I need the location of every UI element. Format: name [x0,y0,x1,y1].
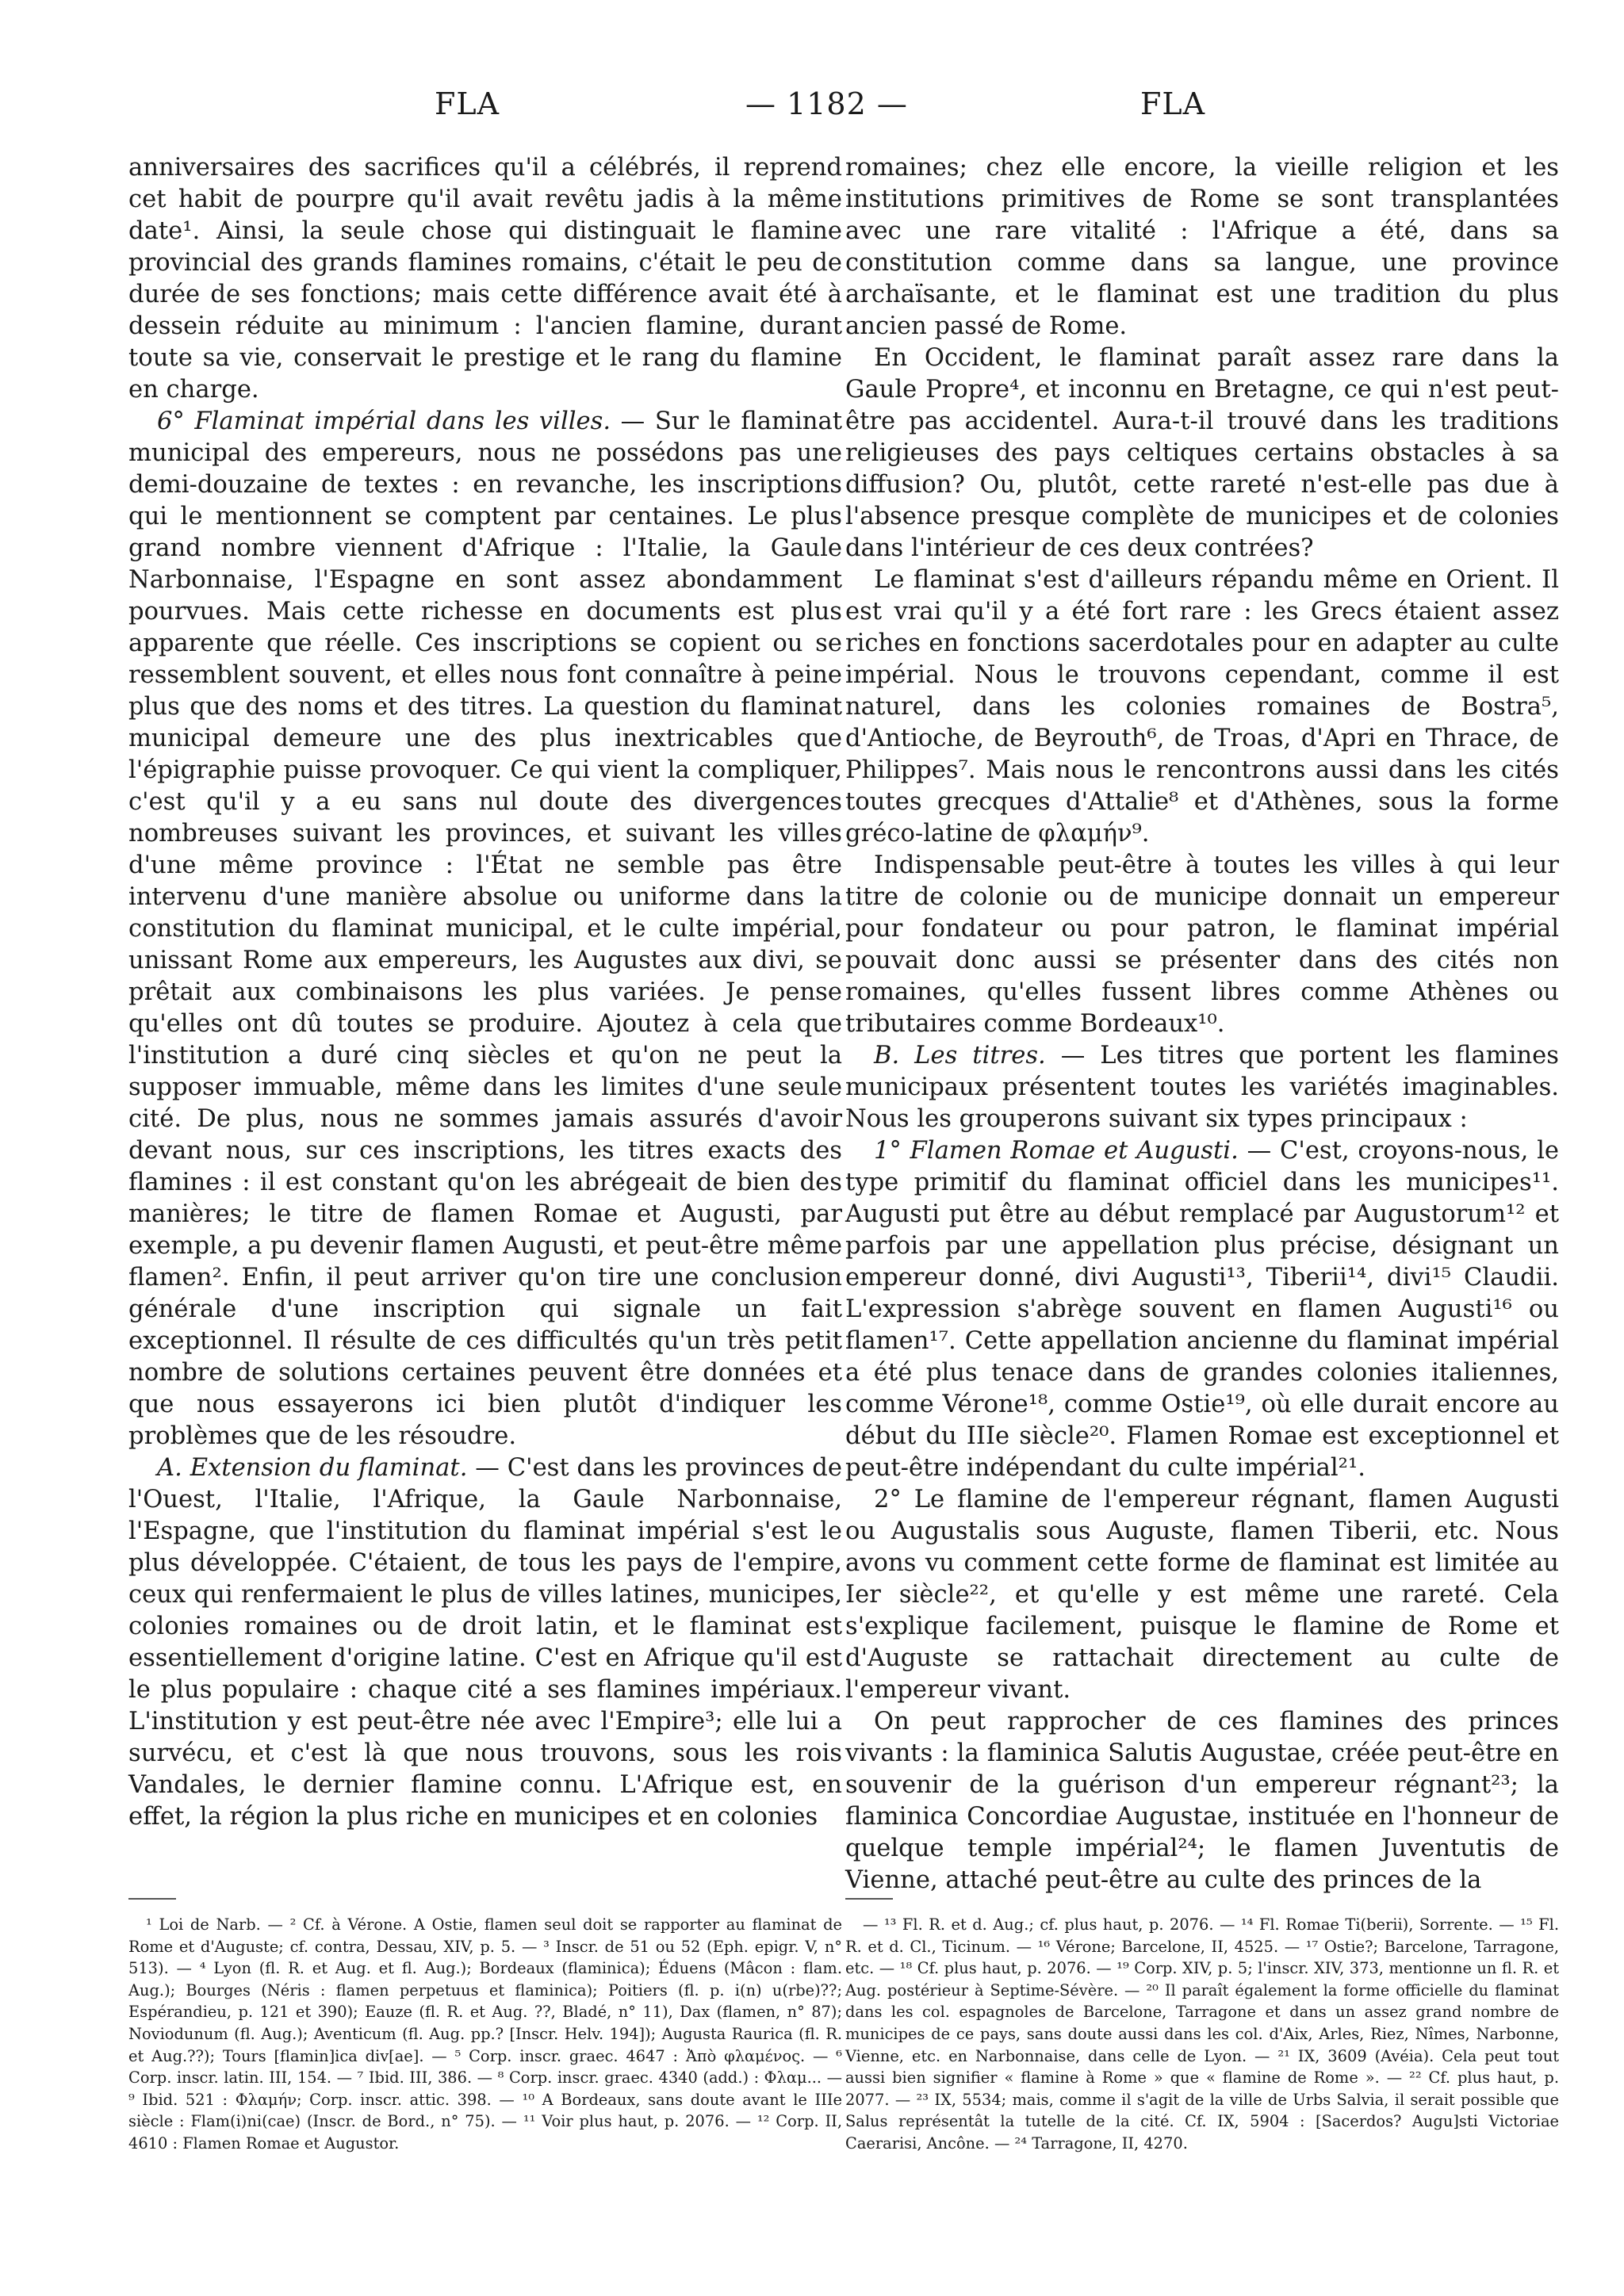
paragraph: 2° Le flamine de l'empereur régnant, flamen Augusti ou Augustalis sous Auguste, flamen Tiberii, etc. Nous avons vu comment cette forme de flaminat est limitée au Ier siècle²², et qu'elle y est même une rareté. Cela s'explique facilement, puisque le flamine de Rome et d'Auguste se rattachait directement au culte de l'empereur vivant. [845,1486,1559,1704]
section-heading: 6° Flaminat impérial dans les villes. [157,408,611,435]
paragraph: On peut rapprocher de ces flamines des princes vivants : la flaminica Salutis Augustae, créée peut-être en souvenir de la guérison d'un empereur régnant²³; la flaminica Concordiae Augustae, instituée en l'honneur de quelque temple impérial²⁴; le flamen Juventutis de Vienne, attaché peut-être au culte des princes de la [845,1708,1559,1894]
section-heading: A. Extension du flaminat. [157,1454,468,1482]
footnotes-left [128,1914,842,2155]
footnote-text: ¹ Loi de Narb. — ² Cf. à Vérone. A Ostie, flamen seul doit se rapporter au flaminat de Rome et d'Auguste; cf. contra, Dessau, XIV, p. 5. — ³ Inscr. de 51 ou 52 (Eph. epigr. V, n° 513). — ⁴ Lyon (fl. R. et Aug. et fl. Aug.); Bordeaux (flaminica); Éduens (Mâcon : flam. Aug.); Bourges (Néris : flamen perpetuus et flaminica); Poitiers (fl. p. i(n) u(rbe)??; Espérandieu, p. 121 et 390); Eauze (fl. R. et Aug. ??, Bladé, n° 11), Dax (flamen, n° 87); Noviodunum (fl. Aug.); Aventicum (fl. Aug. pp.? [Inscr. Helv. 194]); Augusta Raurica (fl. R. et Aug.??); Tours [flamin]ica div[ae]. — ⁵ Corp. inscr. graec. 4647 : Ἀπὸ φλαμένος. — ⁶ Corp. inscr. latin. III, 154. — ⁷ Ibid. III, 386. — ⁸ Corp. inscr. graec. 4340 (add.) : Φλαμ... — ⁹ Ibid. 521 : Φλαμήν; Corp. inscr. attic. 398. — ¹⁰ A Bordeaux, sans doute avant le IIIe siècle : Flam(i)ni(cae) (Inscr. de Bord., n° 75). — ¹¹ Voir plus haut, p. 2076. — ¹² Corp. II, 4610 : Flamen Romae et Augustor. [128,1915,842,2152]
paragraph [845,1040,1559,1135]
paragraph: anniversaires des sacrifices qu'il a célébrés, il reprend cet habit de pourpre qu'il avait revêtu jadis à la même date¹. Ainsi, la seule chose qui distinguait le flamine provincial des grands flamines romains, c'était le peu de durée de ses fonctions; mais cette différence avait été à dessein réduite au minimum : l'ancien flamine, durant toute sa vie, conservait le prestige et le rang du flamine en charge. [128,154,842,404]
paragraph-text: — Les titres que portent les flamines municipaux présentent toutes les variétés imaginables. Nous les grouperons suivant six types principaux : [845,1042,1559,1133]
paragraph [128,1452,842,1833]
paragraph: romaines; chez elle encore, la vieille religion et les institutions primitives de Rome se sont transplantées avec une rare vitalité : l'Afrique a été, dans sa constitution comme dans sa langue, une province archaïsante, et le flaminat est une tradition du plus ancien passé de Rome. [845,154,1559,340]
paragraph: En Occident, le flaminat paraît assez rare dans la Gaule Propre⁴, et inconnu en Bretagne, ce qui n'est peut-être pas accidentel. Aura-t-il trouvé dans les traditions religieuses des pays celtiques certains obstacles à sa diffusion? Ou, plutôt, cette rareté n'est-elle pas due à l'absence presque complète de municipes et de colonies dans l'intérieur de ces deux contrées? [845,344,1559,562]
footnotes-right [845,1914,1559,2155]
paragraph [128,406,842,1452]
running-head-right: FLA [1140,86,1206,121]
footnote-rule [845,1898,893,1900]
paragraph [845,1135,1559,1484]
section-heading: B. Les titres. [874,1042,1046,1070]
running-head-left: FLA [435,86,500,121]
paragraph-text: — C'est, croyons-nous, le type primitif du flaminat officiel dans les municipes¹¹. Augusti put être au début remplacé par Augustorum¹² et parfois par une appellation plus précise, désignant un empereur donné, divi Augusti¹³, Tiberii¹⁴, divi¹⁵ Claudii. L'expression s'abrège souvent en flamen Augusti¹⁶ ou flamen¹⁷. Cette appellation ancienne du flaminat impérial a été plus tenace dans de grandes colonies italiennes, comme Vérone¹⁸, comme Ostie¹⁹, où elle durait encore au début du IIIe siècle²⁰. Flamen Romae est exceptionnel et peut-être indépendant du culte impérial²¹. [845,1137,1559,1482]
paragraph: Indispensable peut-être à toutes les villes à qui leur titre de colonie ou de municipe donnait un empereur pour fondateur ou pour patron, le flaminat impérial pouvait donc aussi se présenter dans des cités non romaines, qu'elles fussent libres comme Athènes ou tributaires comme Bordeaux¹⁰. [845,851,1559,1038]
left-column [128,152,842,1833]
paragraph-text: — C'est dans les provinces de l'Ouest, l'Italie, l'Afrique, la Gaule Narbonnaise, l'Espagne, que l'institution du flaminat impérial s'est le plus développée. C'étaient, de tous les pays de l'empire, ceux qui renfermaient le plus de villes latines, municipes, colonies romaines ou de droit latin, et le flaminat est essentiellement d'origine latine. C'est en Afrique qu'il est le plus populaire : chaque cité a ses flamines impériaux. L'institution y est peut-être née avec l'Empire³; elle lui a survécu, et c'est là que nous trouvons, sous les rois Vandales, le dernier flamine connu. L'Afrique est, en effet, la région la plus riche en municipes et en colonies [128,1454,842,1831]
paragraph-text: — Sur le flaminat municipal des empereurs, nous ne possédons pas une demi-douzaine de textes : en revanche, les inscriptions qui le mentionnent se comptent par centaines. Le plus grand nombre viennent d'Afrique : l'Italie, la Gaule Narbonnaise, l'Espagne en sont assez abondamment pourvues. Mais cette richesse en documents est plus apparente que réelle. Ces inscriptions se copient ou se ressemblent souvent, et elles nous font connaître à peine plus que des noms et des titres. La question du flaminat municipal demeure une des plus inextricables que l'épigraphie puisse provoquer. Ce qui vient la compliquer, c'est qu'il y a eu sans nul doute des divergences nombreuses suivant les provinces, et suivant les villes d'une même province : l'État ne semble pas être intervenu d'une manière absolue ou uniforme dans la constitution du flaminat municipal, et le culte impérial, unissant Rome aux empereurs, les Augustes aux divi, se prêtait aux combinaisons les plus variées. Je pense qu'elles ont dû toutes se produire. Ajoutez à cela que l'institution a duré cinq siècles et qu'on ne peut la supposer immuable, même dans les limites d'une seule cité. De plus, nous ne sommes jamais assurés d'avoir devant nous, sur ces inscriptions, les titres exacts des flamines : il est constant qu'on les abrégeait de bien des manières; le titre de flamen Romae et Augusti, par exemple, a pu devenir flamen Augusti, et peut-être même flamen². Enfin, il peut arriver qu'on tire une conclusion générale d'une inscription qui signale un fait exceptionnel. Il résulte de ces difficultés qu'un très petit nombre de solutions certaines peuvent être données et que nous essayerons ici bien plutôt d'indiquer les problèmes que de les résoudre. [128,408,842,1450]
right-column [845,152,1559,1896]
page-number: — 1182 — [745,86,908,121]
section-heading: 1° Flamen Romae et Augusti. [874,1137,1239,1165]
footnote-text: — ¹³ Fl. R. et d. Aug.; cf. plus haut, p. 2076. — ¹⁴ Fl. Romae Ti(berii), Sorrente. — ¹⁵ Fl. R. et d. Cl., Ticinum. — ¹⁶ Vérone; Barcelone, II, 4525. — ¹⁷ Ostie?; Barcelone, Tarragone, etc. — ¹⁸ Cf. plus haut, p. 2076. — ¹⁹ Corp. XIV, p. 5; l'inscr. XIV, 373, mentionne un fl. R. et Aug. postérieur à Septime-Sévère. — ²⁰ Il paraît également la forme officielle du flaminat dans les col. espagnoles de Barcelone, Tarragone et dans un assez grand nombre de municipes de ce pays, sans doute aussi dans les col. d'Aix, Arles, Riez, Nîmes, Narbonne, Vienne, etc. en Narbonnaise, dans celle de Lyon. — ²¹ IX, 3609 (Avéia). Cela peut tout aussi bien signifier « flamine à Rome » que « flamine de Rome ». — ²² Cf. plus haut, p. 2077. — ²³ IX, 5534; mais, comme il s'agit de la ville de Urbs Salvia, il serait possible que Salus représentât la tutelle de la cité. Cf. IX, 5904 : [Sacerdos? Augu]sti Victoriae Caerarisi, Ancône. — ²⁴ Tarragone, II, 4270. [845,1915,1559,2152]
footnote-rule [128,1898,176,1900]
paragraph: Le flaminat s'est d'ailleurs répandu même en Orient. Il est vrai qu'il y a été fort rare : les Grecs étaient assez riches en fonctions sacerdotales pour en adapter au culte impérial. Nous le trouvons cependant, comme il est naturel, dans les colonies romaines de Bostra⁵, d'Antioche, de Beyrouth⁶, de Troas, d'Apri en Thrace, de Philippes⁷. Mais nous le rencontrons aussi dans les cités toutes grecques d'Attalie⁸ et d'Athènes, sous la forme gréco-latine de φλαμήν⁹. [845,566,1559,848]
